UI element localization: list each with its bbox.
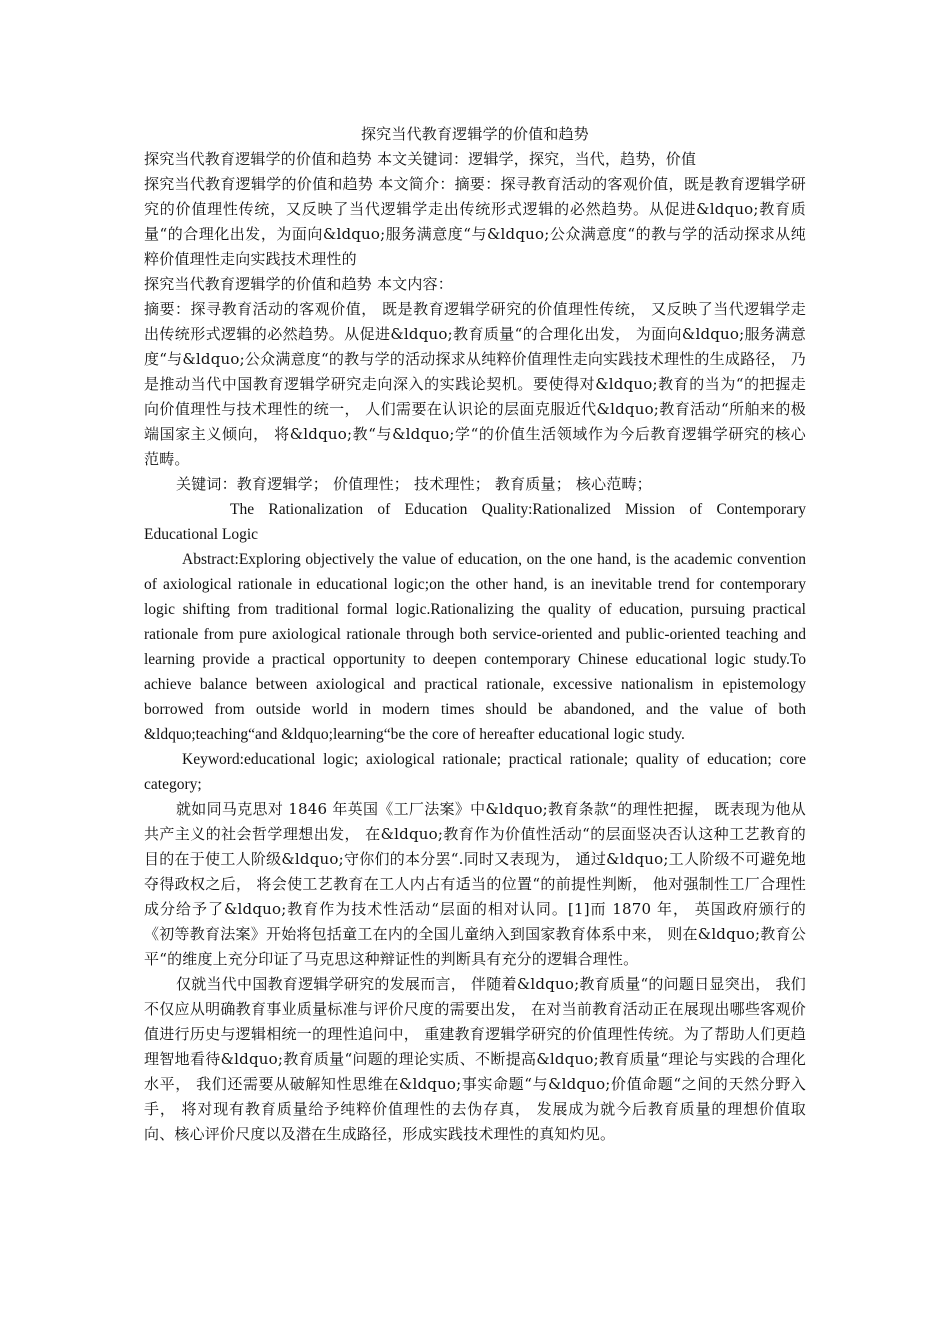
keywords-en: Keyword:educational logic; axiological rationale; practical rationale; quality of education; core category;	[144, 751, 806, 793]
abstract-en: Abstract:Exploring objectively the value of education, on the one hand, is the academic convention of axiological rationale in educational logic;on the other hand, is an inevitable trend for contemporary logic shifting from traditional formal logic.Rationalizing the quality of education, pursuing practical rationale from pure axiological rationale through both service-oriented and public-oriented teaching and learning provide a practical opportunity to deepen contemporary Chinese educational logic study.To achieve balance between axiological and practical rationale, excessive nationalism in epistemology borrowed from outside world in modern times should be abandoned, and the value of both &ldquo;teaching“and &ldquo;learning“be the core of hereafter educational logic study.	[144, 551, 806, 743]
keywords-line: 探究当代教育逻辑学的价值和趋势 本文关键词：逻辑学，探究，当代，趋势，价值	[144, 150, 697, 168]
paragraph-2: 仅就当代中国教育逻辑学研究的发展而言， 伴随着&ldquo;教育质量“的问题日显突出， 我们不仅应从明确教育事业质量标准与评价尺度的需要出发， 在对当前教育活动正在展现出哪些客观价值进行历史与逻辑相统一的理性追问中， 重建教育逻辑学研究的价值理性传统。为了帮助人们更趋理智地看待&ldquo;教育质量“问题的理论实质、不断提高&ldquo;教育质量“理论与实践的合理化水平， 我们还需要从破解知性思维在&ldquo;事实命题“与&ldquo;价值命题“之间的天然分野入手， 将对现有教育质量给予纯粹价值理性的去伪存真， 发展成为就今后教育质量的理想价值取向、核心评价尺度以及潜在生成路径，形成实践技术理性的真知灼见。	[144, 975, 806, 1143]
keywords-cn: 关键词：教育逻辑学； 价值理性； 技术理性； 教育质量； 核心范畴；	[176, 475, 652, 493]
abstract-cn: 摘要：探寻教育活动的客观价值， 既是教育逻辑学研究的价值理性传统， 又反映了当代逻辑学走出传统形式逻辑的必然趋势。从促进&ldquo;教育质量“的合理化出发， 为面向&ldquo;服务满意度“与&ldquo;公众满意度“的教与学的活动探求从纯粹价值理性走向实践技术理性的生成路径， 乃是推动当代中国教育逻辑学研究走向深入的实践论契机。要使得对&ldquo;教育的当为“的把握走向价值理性与技术理性的统一， 人们需要在认识论的层面克服近代&ldquo;教育活动“所舶来的极端国家主义倾向， 将&ldquo;教“与&ldquo;学“的价值生活领域作为今后教育逻辑学研究的核心范畴。	[144, 300, 806, 468]
title-en: The Rationalization of Education Quality:Rationalized Mission of Contemporary Educational Logic	[144, 501, 806, 543]
document-page	[144, 122, 806, 1147]
document-title: 探究当代教育逻辑学的价值和趋势	[360, 125, 589, 143]
intro-line: 探究当代教育逻辑学的价值和趋势 本文简介：摘要：探寻教育活动的客观价值，既是教育逻辑学研究的价值理性传统，又反映了当代逻辑学走出传统形式逻辑的必然趋势。从促进&ldquo;教育质量“的合理化出发，为面向&ldquo;服务满意度“与&ldquo;公众满意度“的教与学的活动探求从纯粹价值理性走向实践技术理性的	[144, 175, 806, 268]
content-label: 探究当代教育逻辑学的价值和趋势 本文内容：	[144, 275, 453, 293]
paragraph-1: 就如同马克思对 1846 年英国《工厂法案》中&ldquo;教育条款“的理性把握， 既表现为他从共产主义的社会哲学理想出发， 在&ldquo;教育作为价值性活动“的层面竖决否认这种工艺教育的目的在于使工人阶级&ldquo;守你们的本分罢“.同时又表现为， 通过&ldquo;工人阶级不可避免地夺得政权之后， 将会使工艺教育在工人内占有适当的位置“的前提性判断， 他对强制性工厂合理性成分给予了&ldquo;教育作为技术性活动“层面的相对认同。[1]而 1870 年， 英国政府颁行的《初等教育法案》开始将包括童工在内的全国儿童纳入到国家教育体系中来， 则在&ldquo;教育公平“的维度上充分印证了马克思这种辩证性的判断具有充分的逻辑合理性。	[144, 800, 806, 968]
